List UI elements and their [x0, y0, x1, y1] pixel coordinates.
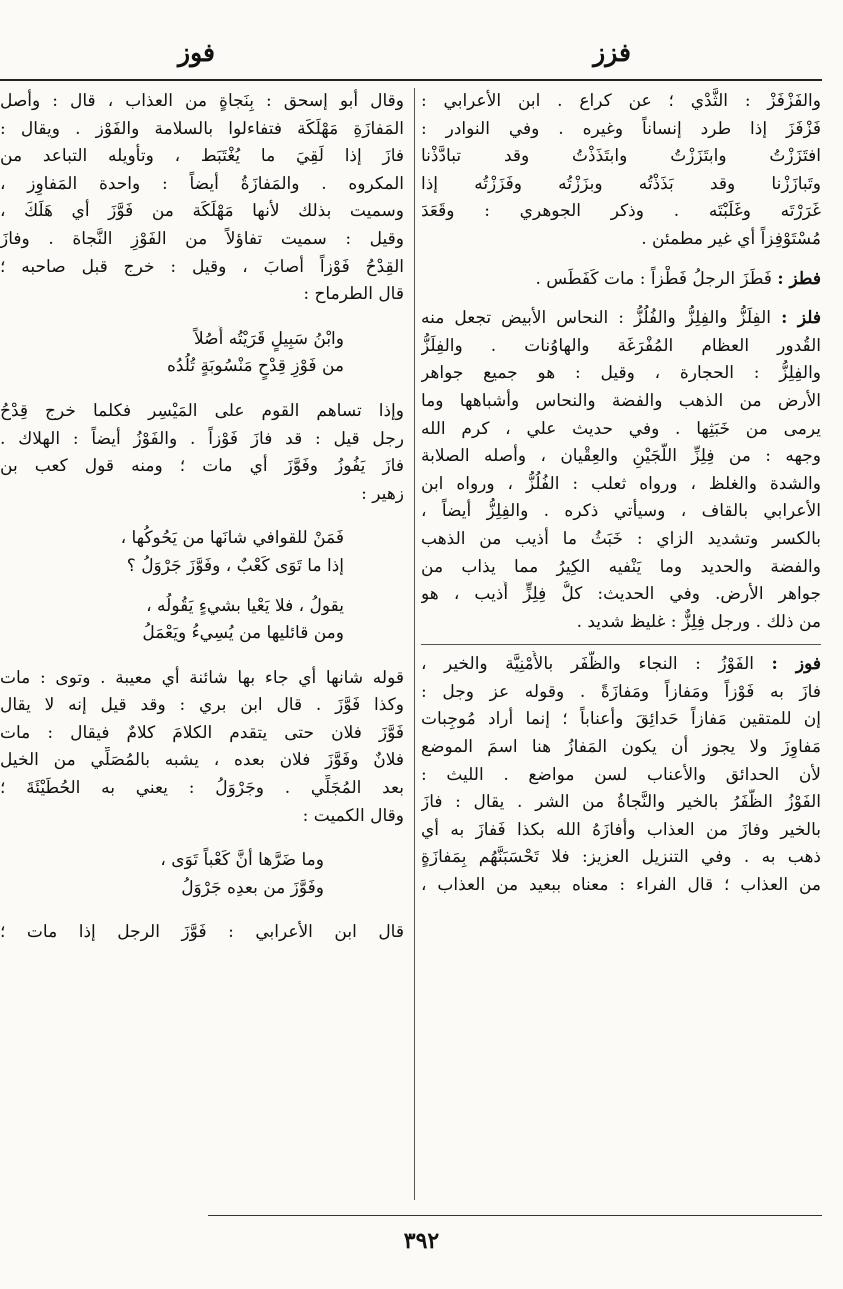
- line-text: الأعرابي بالقاف ، وسيأتي ذكره . والفِلِزُّ أيضاً ،: [421, 501, 821, 522]
- line-text: مَفاوِزَ ولا يجوز أن يكون المَفازُ هنا اسمَ الموضع: [421, 737, 821, 758]
- line-text: القُدور العظام المُفْرَغَة والهاوُنات . والفِلَزُّ: [421, 335, 821, 356]
- line-text: بالكسر وتشديد الزاي : خَبَثُ ما أذيب من الذهب: [421, 528, 821, 549]
- line-text: إن للمتقين مَفازاً حَدائِقَ وأعناباً ؛ إنما أراد مُوجِبات: [421, 709, 821, 730]
- text-line: [421, 116, 821, 144]
- text-line: [0, 198, 404, 226]
- line-text: فَوَّزَ فلان حتى يتقدم الكلامَ كلامٌ فيقال : مات: [0, 722, 404, 743]
- verse-line: [0, 326, 404, 354]
- line-text: وابْنُ سَبِيلٍ قَرَيْتُه أُصُلاً: [194, 328, 344, 349]
- line-text: الفَوْزُ : النجاء والظَّفَر بالأُمْنِيَّة والخير ،: [421, 654, 754, 675]
- text-line: [421, 609, 821, 637]
- text-line: [0, 919, 404, 947]
- page-number: ٣٩٢: [403, 1228, 440, 1254]
- verse-line: [0, 353, 404, 381]
- text-line: [421, 762, 821, 790]
- text-line: [421, 789, 821, 817]
- spacer: [0, 381, 404, 398]
- spacer: [0, 902, 404, 919]
- text-line: [421, 872, 821, 900]
- line-text: من فَوْزِ قِدْحٍ مَنْسُوبَةٍ تُلُدُه: [166, 356, 344, 377]
- left-column: [0, 88, 404, 1200]
- line-text: وقيل : سميت تفاؤلاً من الفَوْزِ النَّجاة . وفازَ: [0, 228, 404, 249]
- line-text: الفَوْزُ الظَّفَرُ بالخير والنَّجاةُ من الشر . يقال : فازَ: [421, 792, 821, 813]
- line-text: الفِلَزُّ والفِلِزُّ والفُلُزُّ : النحاس الأبيض تجعل منه: [421, 308, 772, 329]
- text-line: [421, 416, 821, 444]
- text-line: [421, 226, 821, 254]
- text-line: [421, 443, 821, 471]
- line-text: وما ضَرَّها أنَّ كَعْباً تَوَى ،: [160, 850, 324, 871]
- running-head-left: فوز: [178, 38, 215, 67]
- text-line: [0, 254, 404, 282]
- line-text: فلانٌ وفَوَّزَ فلان بعده ، يشبه بالمُصَلِّي من الخيل: [0, 750, 404, 771]
- text-line: [421, 526, 821, 554]
- line-text: افتَزَزْتُ وابتَزَزْتُ وابتَذَذْتُ وقد تبادَّذْنا: [421, 146, 821, 167]
- text-line: [421, 817, 821, 845]
- line-text: وفَوَّزَ من بعدِه جَرْوَلُ: [181, 877, 324, 898]
- text-line: [421, 498, 821, 526]
- header-rule: [0, 79, 822, 81]
- line-text: يرمى من خَبَثِها . وفي حديث علي ، كرم الله: [421, 418, 821, 439]
- text-line: [0, 281, 404, 309]
- spacer: [421, 254, 821, 266]
- footer-rule: [208, 1215, 822, 1216]
- line-text: ومن قائليها من يُسِيءُ ويَعْمَلُ: [142, 623, 344, 644]
- line-text: جواهر الأرض. وفي الحديث: كلُّ فِلِزٍّ أُذيب ، هو: [421, 584, 821, 605]
- line-text: مُسْتَوْفِزاً أي غير مطمئن .: [641, 228, 821, 249]
- spacer: [421, 293, 821, 305]
- line-text: القِدْحُ فَوْزاً أصابَ ، وقيل : خرج قبل صاحبه ؛: [0, 256, 404, 277]
- entry-headword-line: [421, 651, 821, 679]
- line-text: فازَ به فَوْزاً ومَفازاً ومَفازَةً . وقوله عز وجل :: [421, 681, 821, 702]
- line-text: قال ابن الأعرابي : فَوَّزَ الرجل إذا مات ؛: [0, 922, 404, 943]
- spacer: [0, 309, 404, 326]
- spacer: [0, 581, 404, 593]
- running-head-right: فزز: [593, 38, 631, 67]
- line-text: وكذا فَوَّزَ . قال ابن بري : وقد قيل إنه لا يقال: [0, 695, 404, 716]
- spacer: [0, 648, 404, 665]
- text-line: [0, 665, 404, 693]
- line-text: فَزْفَزَ إذا طرد إنساناً وغيره . وفي النوادر :: [421, 118, 821, 139]
- line-text: بعد المُجَلِّي . وجَرْوَلُ : يعني به الحُطَيْئَةَ ؛: [0, 778, 404, 799]
- right-column: [421, 88, 821, 1200]
- line-text: فَطَزَ الرجلُ فَطْزاً : مات كَفَطَس .: [535, 268, 772, 289]
- text-line: [421, 844, 821, 872]
- verse-line: [0, 847, 404, 875]
- line-text: وإذا تساهم القوم على المَيْسِر فكلما خرج قِدْحُ: [0, 400, 404, 421]
- line-text: والشدة والغلظ ، ورواه ثعلب : الفُلُزُّ ، ورواه ابن: [421, 473, 821, 494]
- line-text: والفضة والحديد وما يَنْفيه الكِيرُ مما يذاب من: [421, 556, 821, 577]
- text-line: [421, 554, 821, 582]
- text-line: [0, 453, 404, 481]
- line-text: وسميت بذلك لأنها مَهْلَكَة من فَوَّزَ أي هَلَكَ ،: [0, 201, 404, 222]
- line-text: قوله شانها أي جاء بها شائنة أي معيبة . وتوى : مات: [0, 667, 404, 688]
- column-separator: [414, 88, 415, 1200]
- line-text: قال الطرماح :: [303, 284, 404, 305]
- entry-headword-line: [421, 305, 821, 333]
- text-line: [0, 171, 404, 199]
- text-line: [421, 706, 821, 734]
- line-text: المكروه . والمَفازَةُ أيضاً : واحدة المَفاوِز ،: [0, 173, 404, 194]
- text-line: [421, 88, 821, 116]
- line-text: من العذاب ؛ قال الفراء : معناه ببعيد من العذاب ،: [421, 875, 821, 896]
- entry-headword: فطز :: [777, 268, 821, 289]
- line-text: إذا ما تَوَى كَعْبٌ ، وفَوَّزَ جَرْوَلُ ؟: [126, 555, 344, 576]
- verse-line: [0, 593, 404, 621]
- entry-headword: فلز :: [781, 308, 821, 329]
- line-text: يقولُ ، فلا يَعْيا بشيءٍ يَقُولُه ،: [146, 595, 344, 616]
- spacer: [0, 830, 404, 847]
- line-text: وتَبازَزْنا وقد بَذَذْتُه وبزَزْتُه وفَزَزْتُه إذا: [421, 173, 821, 194]
- verse-line: [0, 553, 404, 581]
- text-line: [0, 692, 404, 720]
- text-line: [421, 581, 821, 609]
- text-line: [421, 360, 821, 388]
- line-text: ذهب به . وفي التنزيل العزيز: فلا تَحْسَبَنَّهُم بِمَفازَةٍ: [421, 847, 821, 868]
- text-line: [0, 426, 404, 454]
- verse-line: [0, 875, 404, 903]
- line-text: فازَ يَفُوزُ وفَوَّزَ أي مات ؛ ومنه قول كعب بن: [0, 456, 404, 477]
- line-text: والفَزْفَزْ : الثَّدْي ؛ عن كراع . ابن الأعرابي :: [421, 91, 821, 111]
- line-text: وقال الكميت :: [302, 805, 404, 826]
- line-text: وقال أبو إسحق : بِنَجاةٍ من العذاب ، قال : وأصل: [0, 91, 404, 111]
- text-line: [0, 720, 404, 748]
- line-text: المَفازَةِ مَهْلَكَة فتفاءلوا بالسلامة والفَوْز . ويقال :: [0, 118, 404, 139]
- text-line: [0, 143, 404, 171]
- text-line: [0, 88, 404, 116]
- line-text: الأرض من الذهب والفضة والنحاس وأشباهها وما: [421, 390, 821, 411]
- line-text: وجهه : من فِلِزِّ اللُّجَيْنِ والعِقْيان ، وأصله الصلابة: [421, 446, 821, 467]
- text-line: [0, 775, 404, 803]
- entry-headword-line: [421, 266, 821, 294]
- line-text: غَرَرْتَه وغَلَبْتَه . وذكر الجوهري : وقَعَدَ: [421, 201, 821, 222]
- line-text: فازَ إذا لَقِيَ ما يُغْتَبَط ، وتأويله التباعد من: [0, 146, 404, 167]
- line-text: لأن الحدائق والأعناب لسن مواضع . الليث :: [421, 764, 821, 785]
- text-line: [421, 198, 821, 226]
- text-line: [0, 398, 404, 426]
- entry-divider: [421, 644, 821, 645]
- entry-headword: فوز :: [771, 654, 821, 675]
- text-line: [421, 734, 821, 762]
- text-line: [0, 803, 404, 831]
- line-text: والفِلِزُّ : الحجارة ، وقيل : هو جميع جواهر: [421, 363, 821, 384]
- text-line: [0, 747, 404, 775]
- line-text: فَمَنْ للقوافي شانَها من يَحُوكُها ،: [120, 528, 344, 549]
- text-line: [421, 143, 821, 171]
- line-text: زهير :: [361, 483, 404, 504]
- text-line: [0, 226, 404, 254]
- line-text: من ذلك . ورجل فِلِزٌّ : غليظ شديد .: [576, 611, 821, 632]
- text-line: [421, 679, 821, 707]
- text-line: [421, 171, 821, 199]
- line-text: رجل قيل : قد فازَ فَوْزاً . والفَوْزُ أيضاً : الهلاك .: [0, 428, 404, 449]
- text-line: [0, 116, 404, 144]
- text-line: [421, 333, 821, 361]
- text-line: [421, 471, 821, 499]
- line-text: بالخير وفازَ من العذاب وأفازَهُ الله بكذا فَفازَ به أي: [421, 819, 821, 840]
- text-line: [421, 388, 821, 416]
- spacer: [0, 508, 404, 525]
- verse-line: [0, 525, 404, 553]
- verse-line: [0, 620, 404, 648]
- text-line: [0, 481, 404, 509]
